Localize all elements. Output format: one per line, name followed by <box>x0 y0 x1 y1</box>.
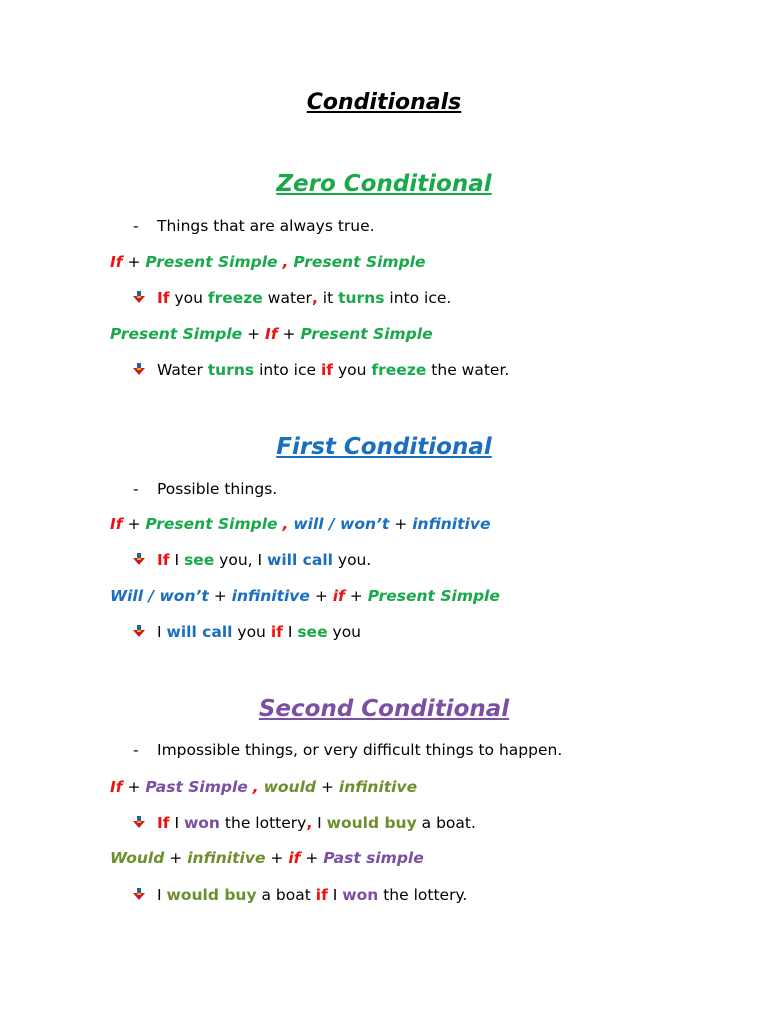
arrow-down-bullet-icon <box>132 552 146 566</box>
verb: see <box>297 623 328 641</box>
plus-sign: + <box>305 849 319 867</box>
if-keyword: if <box>288 849 301 867</box>
comma: , <box>282 515 289 533</box>
if-keyword: If <box>157 289 170 307</box>
verb: see <box>183 551 215 569</box>
document-title: Conditionals <box>306 90 462 115</box>
formula-part: Past simple <box>323 849 424 867</box>
formula-line <box>110 848 424 868</box>
word: the lottery <box>224 814 307 832</box>
plus-sign: + <box>213 587 227 605</box>
word: I <box>317 814 322 832</box>
verb: freeze <box>371 361 427 379</box>
formula-part: Present Simple <box>110 325 243 343</box>
if-keyword: if <box>332 587 345 605</box>
dash-bullet: - <box>133 480 139 498</box>
formula-part: infinitive <box>338 778 418 796</box>
formula-part: will / won’t <box>293 515 390 533</box>
plus-sign: + <box>127 515 141 533</box>
formula-part: Present Simple <box>367 587 500 605</box>
verb: will call <box>166 623 233 641</box>
plus-sign: + <box>320 778 334 796</box>
word: a boat. <box>421 814 476 832</box>
verb: turns <box>207 361 255 379</box>
word: you <box>337 361 367 379</box>
formula-part: Present Simple <box>145 515 278 533</box>
verb: turns <box>338 289 385 307</box>
formula-line <box>110 586 500 606</box>
plus-sign: + <box>314 587 328 605</box>
example-sentence <box>157 288 451 308</box>
formula-part: infinitive <box>231 587 310 605</box>
arrow-down-bullet-icon <box>132 362 146 376</box>
plus-sign: + <box>169 849 183 867</box>
word: Water <box>157 361 203 379</box>
example-sentence <box>157 813 476 833</box>
plus-sign: + <box>127 778 141 796</box>
formula-line <box>110 324 433 344</box>
if-keyword: If <box>157 551 170 569</box>
formula-line <box>110 514 490 534</box>
arrow-down-bullet-icon <box>132 624 146 638</box>
formula-line <box>110 252 426 272</box>
formula-part: Past Simple <box>145 778 248 796</box>
word: you, I <box>219 551 263 569</box>
if-keyword: if <box>315 886 328 904</box>
plus-sign: + <box>270 849 284 867</box>
if-keyword: if <box>320 361 334 379</box>
word: I <box>287 623 293 641</box>
plus-sign: + <box>282 325 296 343</box>
plus-sign: + <box>247 325 261 343</box>
word: you <box>237 623 266 641</box>
arrow-down-bullet-icon <box>132 887 146 901</box>
word: into ice. <box>389 289 452 307</box>
formula-part: Present Simple <box>145 253 278 271</box>
example-sentence <box>157 550 371 570</box>
comma: , <box>282 253 289 271</box>
if-keyword: If <box>110 253 123 271</box>
verb: freeze <box>207 289 263 307</box>
word: I <box>157 623 162 641</box>
formula-part: Will / won’t <box>110 587 209 605</box>
formula-part: infinitive <box>412 515 491 533</box>
section-description: Possible things. <box>157 480 278 498</box>
word: it <box>322 289 334 307</box>
word: I <box>174 551 180 569</box>
word: you <box>174 289 203 307</box>
section-title: Zero Conditional <box>276 171 492 197</box>
plus-sign: + <box>349 587 363 605</box>
comma: , <box>311 289 318 307</box>
word: you <box>332 623 362 641</box>
word: you. <box>337 551 372 569</box>
if-keyword: if <box>270 623 283 641</box>
if-keyword: If <box>110 515 123 533</box>
word: a boat <box>261 886 311 904</box>
section-description: Things that are always true. <box>157 217 375 235</box>
section-title: Second Conditional <box>258 696 510 722</box>
comma: , <box>306 814 313 832</box>
verb: would buy <box>166 886 257 904</box>
formula-part: Present Simple <box>293 253 426 271</box>
example-sentence <box>157 885 467 905</box>
word: I <box>174 814 180 832</box>
if-keyword: If <box>110 778 123 796</box>
word: I <box>332 886 338 904</box>
dash-bullet: - <box>133 217 139 235</box>
comma: , <box>252 778 259 796</box>
formula-line <box>110 777 417 797</box>
if-keyword: If <box>265 325 278 343</box>
plus-sign: + <box>394 515 408 533</box>
word: water <box>267 289 312 307</box>
if-keyword: If <box>157 814 170 832</box>
formula-part: Present Simple <box>300 325 433 343</box>
verb: would buy <box>326 814 417 832</box>
formula-part: would <box>263 778 316 796</box>
section-title: First Conditional <box>276 434 492 460</box>
word: I <box>157 886 162 904</box>
arrow-down-bullet-icon <box>132 290 146 304</box>
example-sentence <box>157 622 361 642</box>
verb: will call <box>267 551 333 569</box>
dash-bullet: - <box>133 741 139 759</box>
section-description: Impossible things, or very difficult things to happen. <box>157 741 563 759</box>
example-sentence <box>157 360 509 380</box>
plus-sign: + <box>127 253 141 271</box>
word: into ice <box>259 361 317 379</box>
verb: won <box>342 886 379 904</box>
arrow-down-bullet-icon <box>132 815 146 829</box>
formula-part: Would <box>110 849 165 867</box>
formula-part: infinitive <box>187 849 266 867</box>
word: the water. <box>431 361 510 379</box>
verb: won <box>183 814 220 832</box>
word: the lottery. <box>383 886 468 904</box>
